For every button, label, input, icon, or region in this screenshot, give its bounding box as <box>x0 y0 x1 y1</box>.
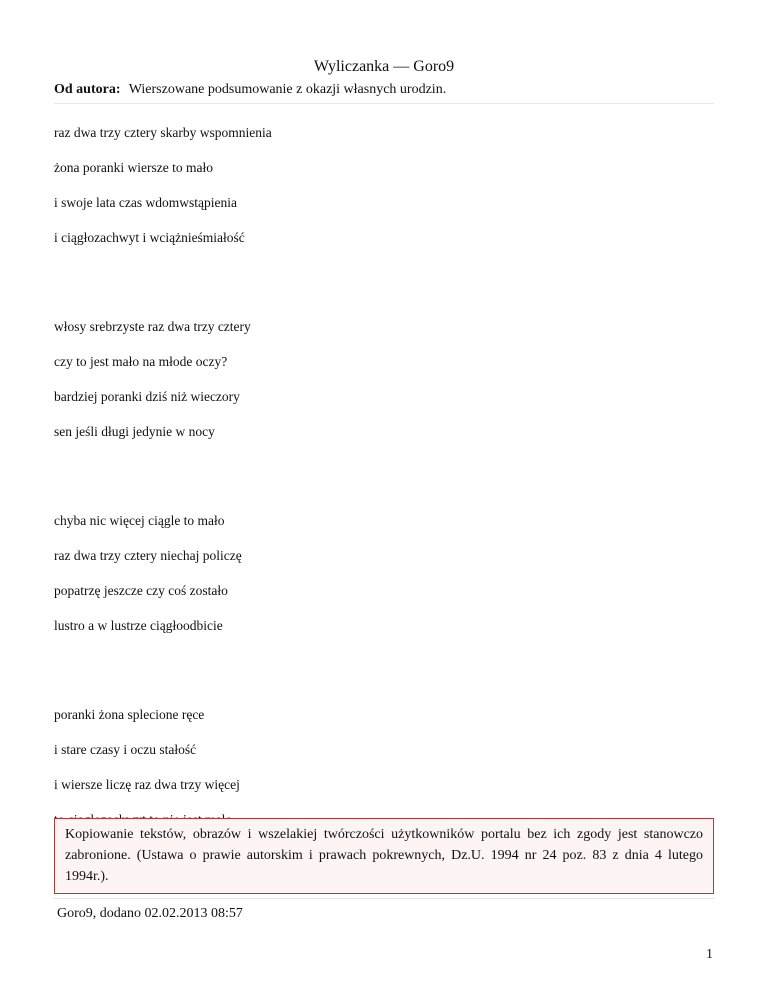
author-note-text: Wierszowane podsumowanie z okazji własnych urodzin. <box>128 82 447 97</box>
poem-line: bardziej poranki dziś niż wieczory <box>54 389 240 404</box>
poem-line: lustro a w lustrze ciągłoodbicie <box>54 618 223 633</box>
poem-line: i ciągłozachwyt i wciążnieśmiałość <box>54 230 245 245</box>
poem-line: raz dwa trzy cztery skarby wspomnienia <box>54 125 272 140</box>
author-note-label: Od autora: <box>54 82 121 97</box>
poem-body <box>54 124 714 900</box>
stanza <box>54 318 714 458</box>
poem-line: sen jeśli długi jedynie w nocy <box>54 424 215 439</box>
copyright-notice: Kopiowanie tekstów, obrazów i wszelakiej twórczości użytkowników portalu bez ich zgody jest stanowczo zabronione. (Ustawa o prawie autorskim i prawach pokrewnych, Dz.U. 1994 nr 24 poz. 83 z dnia 4 lutego 1994r.). <box>54 818 714 894</box>
author-note <box>54 82 446 98</box>
stanza <box>54 512 714 652</box>
poem-line: popatrzę jeszcze czy coś zostało <box>54 583 228 598</box>
header-divider <box>54 103 714 104</box>
poem-line: czy to jest mało na młode oczy? <box>54 354 228 369</box>
page-title: Wyliczanka — Goro9 <box>313 58 455 75</box>
footer-divider <box>54 898 714 899</box>
stanza <box>54 124 714 264</box>
poem-line: włosy srebrzyste raz dwa trzy cztery <box>54 319 251 334</box>
page-number: 1 <box>706 947 713 962</box>
poem-line: poranki żona splecione ręce <box>54 707 205 722</box>
poem-line: chyba nic więcej ciągle to mało <box>54 513 225 528</box>
post-meta: Goro9, dodano 02.02.2013 08:57 <box>57 906 243 921</box>
poem-line: i wiersze liczę raz dwa trzy więcej <box>54 777 240 792</box>
poem-line: raz dwa trzy cztery niechaj policzę <box>54 548 242 563</box>
poem-line: żona poranki wiersze to mało <box>54 160 213 175</box>
poem-line: i swoje lata czas wdomwstąpienia <box>54 195 237 210</box>
poem-line: i stare czasy i oczu stałość <box>54 742 197 757</box>
